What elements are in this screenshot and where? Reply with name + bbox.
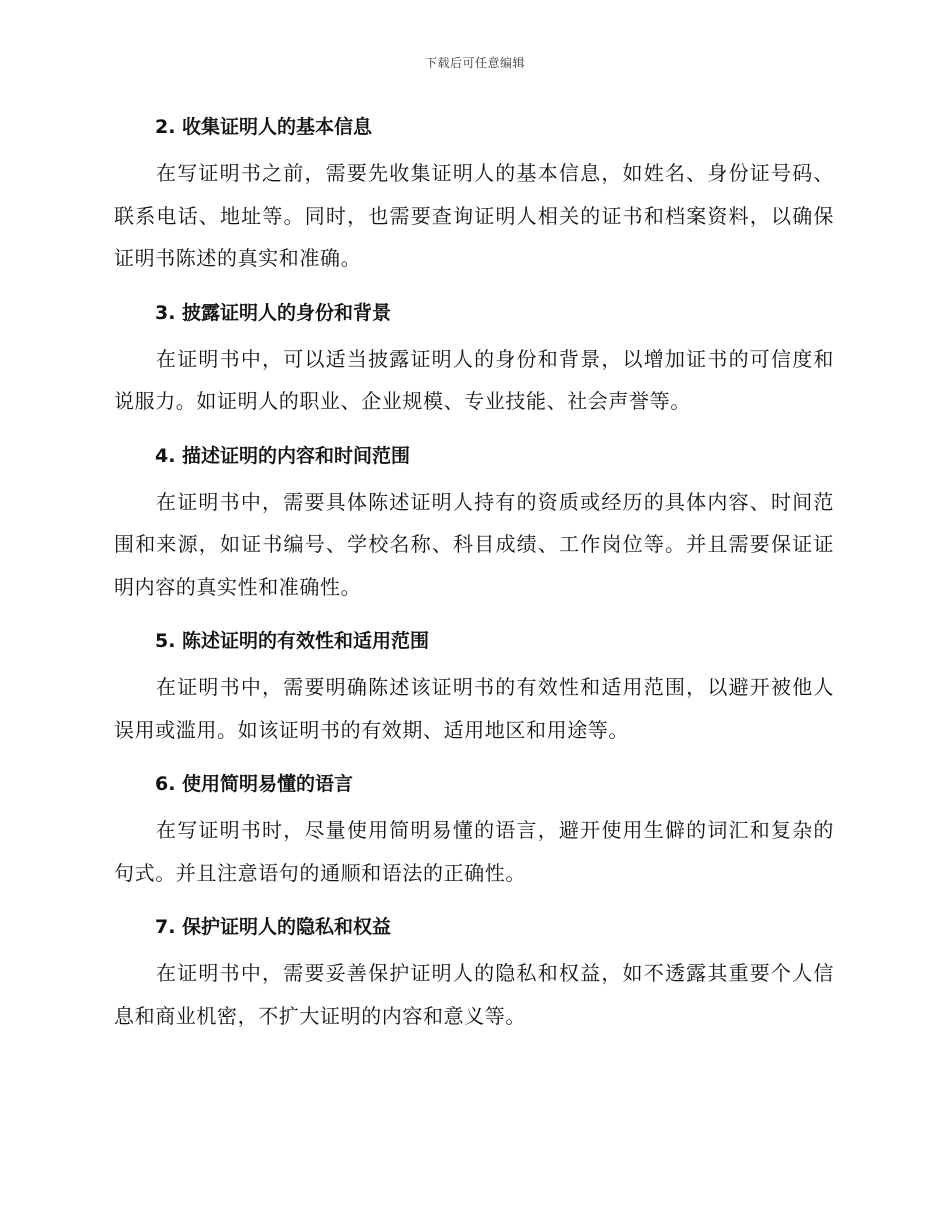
section-heading: 5. 陈述证明的有效性和适用范围 xyxy=(155,630,430,652)
document-body xyxy=(114,108,834,1051)
section-paragraph: 在证明书中，需要具体陈述证明人持有的资质或经历的具体内容、时间范围和来源，如证书编号、学校名称、科目成绩、工作岗位等。并且需要保证证明内容的真实性和准确性。 xyxy=(114,489,834,599)
section-paragraph: 在证明书中，需要妥善保护证明人的隐私和权益，如不透露其重要个人信息和商业机密，不扩大证明的内容和意义等。 xyxy=(114,961,834,1028)
section-paragraph: 在证明书中，需要明确陈述该证明书的有效性和适用范围，以避开被他人误用或滥用。如该证明书的有效期、适用地区和用途等。 xyxy=(114,675,834,742)
section-paragraph: 在写证明书时，尽量使用简明易懂的语言，避开使用生僻的词汇和复杂的句式。并且注意语句的通顺和语法的正确性。 xyxy=(114,818,834,885)
section-2 xyxy=(114,108,834,280)
section-heading: 6. 使用简明易懂的语言 xyxy=(155,773,354,795)
section-3 xyxy=(114,294,834,423)
section-4 xyxy=(114,437,834,609)
section-6 xyxy=(114,765,834,894)
section-heading: 2. 收集证明人的基本信息 xyxy=(155,116,373,138)
section-heading: 4. 描述证明的内容和时间范围 xyxy=(155,444,411,467)
section-paragraph: 在证明书中，可以适当披露证明人的身份和背景，以增加证书的可信度和说服力。如证明人的职业、企业规模、专业技能、社会声誉等。 xyxy=(114,346,834,413)
section-7 xyxy=(114,908,834,1037)
section-heading: 7. 保护证明人的隐私和权益 xyxy=(155,916,392,938)
page-header: 下载后可任意编辑 xyxy=(424,56,525,70)
section-heading: 3. 披露证明人的身份和背景 xyxy=(155,301,392,324)
section-5 xyxy=(114,622,834,751)
section-paragraph: 在写证明书之前，需要先收集证明人的基本信息，如姓名、身份证号码、联系电话、地址等。同时，也需要查询证明人相关的证书和档案资料，以确保证明书陈述的真实和准确。 xyxy=(114,161,834,270)
